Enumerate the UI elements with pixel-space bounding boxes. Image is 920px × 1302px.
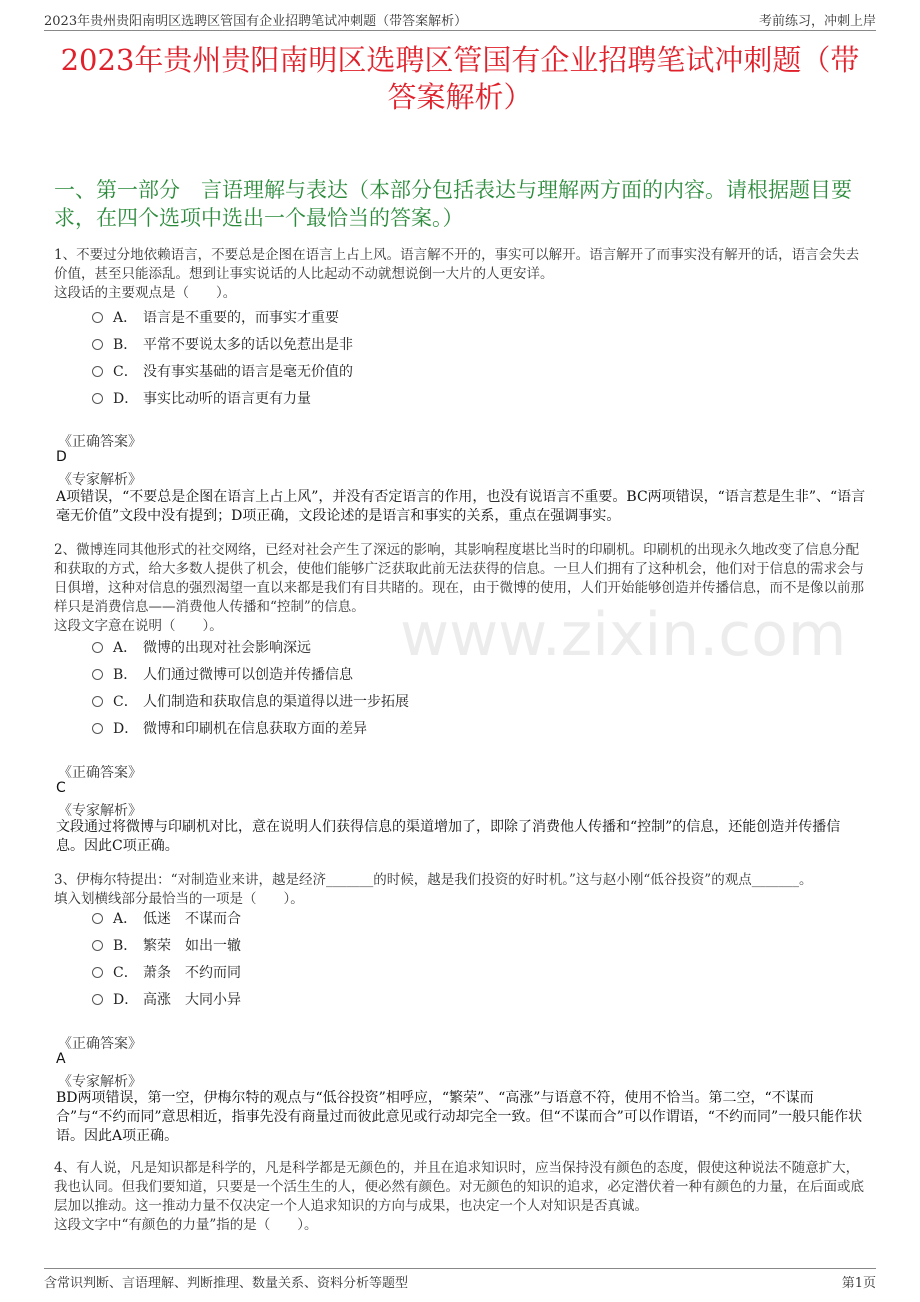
radio-icon[interactable] <box>92 669 103 680</box>
section-heading: 一、第一部分 言语理解与表达（本部分包括表达与理解两方面的内容。请根据题目要求，在四个选项中选出一个最恰当的答案。） <box>54 178 852 230</box>
option-b[interactable]: B． 人们通过微博可以创造并传播信息 <box>92 665 353 685</box>
question-text: 1、不要过分地依赖语言，不要总是企图在语言上占上风。语言解不开的，事实可以解开。语言解开了而事实没有解开的话，语言会失去价值，甚至只能添乱。想到让事实说话的人比起动不动就想说倒一大片的人更安详。 <box>54 247 860 282</box>
option-d[interactable]: D． 高涨 大同小异 <box>92 990 241 1010</box>
document-title: 2023年贵州贵阳南明区选聘区管国有企业招聘笔试冲刺题（带答案解析） <box>60 43 860 114</box>
radio-icon[interactable] <box>92 940 103 951</box>
watermark: www.zixin.com <box>400 600 847 670</box>
analysis-label: 《专家解析》 <box>58 1074 142 1090</box>
option-c[interactable]: C． 萧条 不约而同 <box>92 963 241 983</box>
answer-label: 《正确答案》 <box>58 434 142 450</box>
answer-label: 《正确答案》 <box>58 765 142 781</box>
option-d[interactable]: D． 事实比动听的语言更有力量 <box>92 389 311 409</box>
analysis-text: 文段通过将微博与印刷机对比，意在说明人们获得信息的渠道增加了，即除了消费他人传播和“控制”的信息，还能创造并传播信息。因此C项正确。 <box>56 819 841 854</box>
analysis-label: 《专家解析》 <box>58 472 142 488</box>
analysis-label: 《专家解析》 <box>58 803 142 819</box>
question-prompt: 这段话的主要观点是（ ）。 <box>54 285 237 301</box>
radio-icon[interactable] <box>92 967 103 978</box>
radio-icon[interactable] <box>92 366 103 377</box>
answer-label: 《正确答案》 <box>58 1036 142 1052</box>
question-prompt: 这段文字意在说明（ ）。 <box>54 618 223 634</box>
analysis-text: A项错误，“不要总是企图在语言上占上风”，并没有否定语言的作用，也没有说语言不重要。BC两项错误，“语言惹是生非”、“语言毫无价值”文段中没有提到；D项正确，文段论述的是语言和事实的关系，重点在强调事实。 <box>56 489 866 524</box>
header-slogan: 考前练习，冲刺上岸 <box>758 14 876 29</box>
option-a[interactable]: A． 语言是不重要的，而事实才重要 <box>92 308 339 328</box>
option-b[interactable]: B． 繁荣 如出一辙 <box>92 936 241 956</box>
answer-value: D <box>56 449 67 465</box>
option-b[interactable]: B． 平常不要说太多的话以免惹出是非 <box>92 335 353 355</box>
page-number: 第1页 <box>841 1276 876 1291</box>
question-text: 2、微博连同其他形式的社交网络，已经对社会产生了深远的影响，其影响程度堪比当时的印刷机。印刷机的出现永久地改变了信息分配和获取的方式，给大多数人提供了机会，使他们能够广泛获取此前无法获得的信息。一旦人们拥有了这种机会，他们对于信息的需求会与日俱增，这种对信息的强烈渴望一直以来都是我们有目共睹的。现在，由于微博的使用，人们开始能够创造并传播信息，而不是像以前那样只是消费信息——消费他人传播和“控制”的信息。 <box>54 542 864 615</box>
question-text: 4、有人说，凡是知识都是科学的，凡是科学都是无颜色的，并且在追求知识时，应当保持没有颜色的态度，假使这种说法不随意扩大，我也认同。但我们要知道，只要是一个活生生的人，便必然有颜色。对无颜色的知识的追求，必定潜伏着一种有颜色的力量，在后面或底层加以推动。这一推动力量不仅决定一个人追求知识的方向与成果，也决定一个人对知识是否真诚。 <box>54 1160 864 1214</box>
option-a[interactable]: A． 微博的出现对社会影响深远 <box>92 638 311 658</box>
question-3-stem <box>54 871 866 909</box>
analysis-text: BD两项错误，第一空，伊梅尔特的观点与“低谷投资”相呼应，“繁荣”、“高涨”与语意不符，使用不恰当。第二空，“不谋而合”与“不约而同”意思相近，指事先没有商量过而彼此意见或行动却完全一致。但“不谋而合”可以作谓语，“不约而同”一般只能作状语。因此A项正确。 <box>56 1090 863 1144</box>
page-header <box>44 10 876 30</box>
radio-icon[interactable] <box>92 312 103 323</box>
option-d[interactable]: D． 微博和印刷机在信息获取方面的差异 <box>92 719 367 739</box>
radio-icon[interactable] <box>92 642 103 653</box>
answer-value: C <box>56 780 66 796</box>
question-4-stem <box>54 1159 866 1235</box>
radio-icon[interactable] <box>92 339 103 350</box>
header-divider <box>44 30 876 31</box>
question-1-stem <box>54 246 866 303</box>
option-a[interactable]: A． 低迷 不谋而合 <box>92 909 241 929</box>
question-text: 3、伊梅尔特提出：“对制造业来讲，越是经济_______的时候，越是我们投资的好时机。”这与赵小刚“低谷投资”的观点_______。 <box>54 872 813 888</box>
option-c[interactable]: C． 人们制造和获取信息的渠道得以进一步拓展 <box>92 692 409 712</box>
radio-icon[interactable] <box>92 994 103 1005</box>
footer-divider <box>44 1268 876 1269</box>
footer-note: 含常识判断、言语理解、判断推理、数量关系、资料分析等题型 <box>44 1276 409 1291</box>
radio-icon[interactable] <box>92 913 103 924</box>
header-doc-title: 2023年贵州贵阳南明区选聘区管国有企业招聘笔试冲刺题（带答案解析） <box>44 14 468 29</box>
answer-value: A <box>56 1051 66 1067</box>
radio-icon[interactable] <box>92 723 103 734</box>
question-prompt: 填入划横线部分最恰当的一项是（ ）。 <box>54 891 304 907</box>
option-c[interactable]: C． 没有事实基础的语言是毫无价值的 <box>92 362 353 382</box>
radio-icon[interactable] <box>92 393 103 404</box>
question-prompt: 这段文字中“有颜色的力量”指的是（ ）。 <box>54 1217 318 1233</box>
radio-icon[interactable] <box>92 696 103 707</box>
